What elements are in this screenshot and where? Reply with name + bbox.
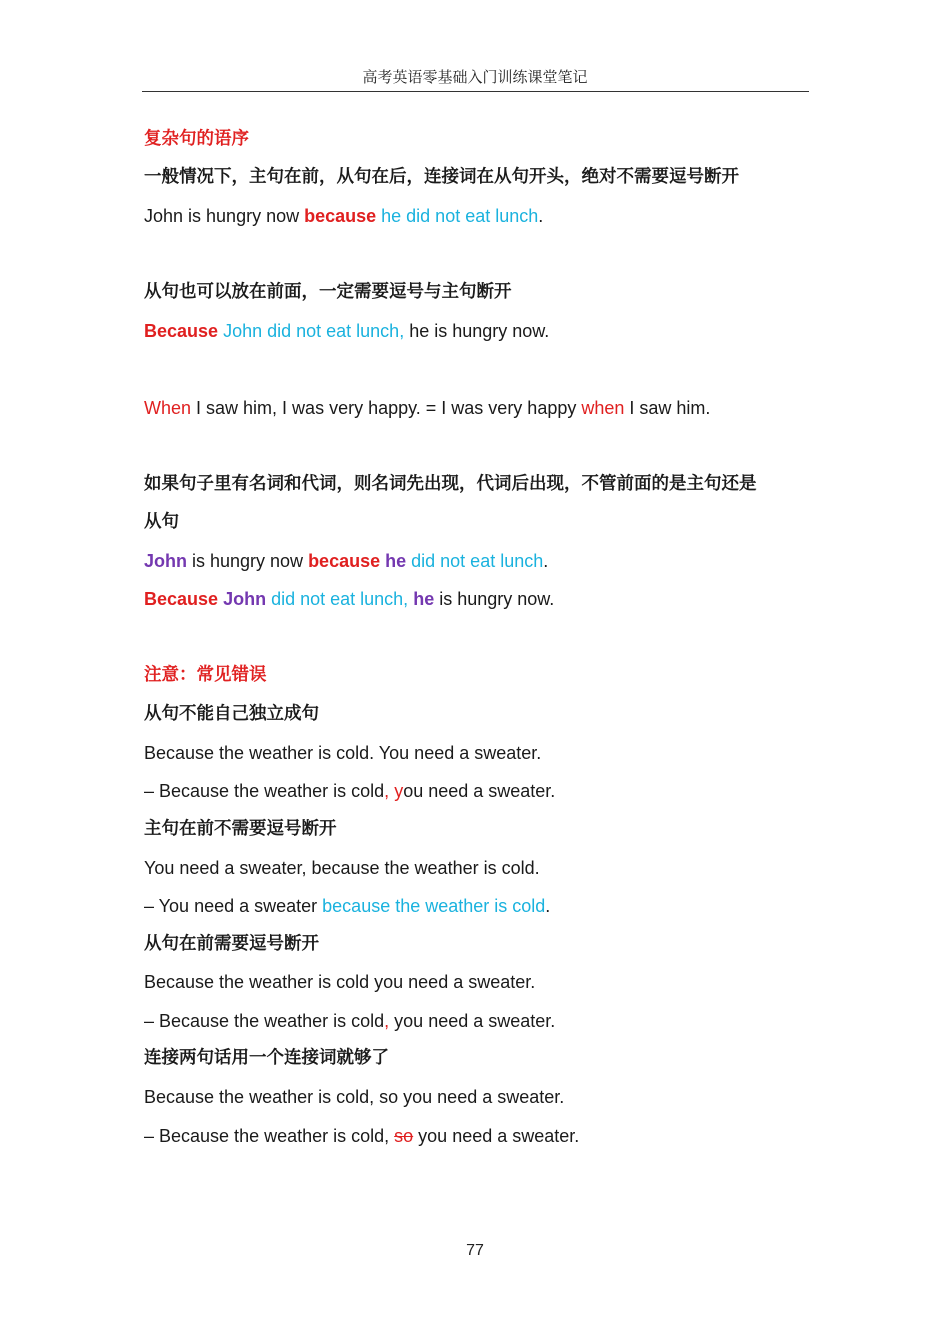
example-conjunction: Because [144,321,219,341]
fix-comma: , [384,1011,390,1031]
example-main-clause: he is hungry now. [404,321,550,341]
section-heading-common-errors: 注意：常见错误 [144,665,267,685]
fix-text: – Because the weather is cold [144,1011,385,1031]
example-sentence-1 [144,204,543,228]
example-subordinate-clause: did not eat lunch [406,551,544,571]
example-sentence-3 [144,396,710,420]
fix-text: you need a sweater. [413,1126,580,1146]
example-conjunction: because [304,206,377,226]
rule-main-clause-first: 一般情况下，主句在前，从句在后，连接词在从句开头，绝对不需要逗号断开 [144,167,739,187]
fix-strikethrough-so: so [394,1126,414,1146]
example-period: . [543,551,549,571]
error-wrong-2: You need a sweater, because the weather is cold. [144,858,540,878]
example-text: I saw him, I was very happy. = I was very happy [191,398,582,418]
example-subordinate-clause: he did not eat lunch [376,206,539,226]
rule-noun-before-pronoun-cont: 从句 [144,512,179,532]
error-wrong-1: Because the weather is cold. You need a sweater. [144,743,542,763]
page-number: 77 [466,1242,484,1259]
rule-subordinate-clause-first: 从句也可以放在前面，一定需要逗号与主句断开 [144,282,512,302]
example-subordinate-clause: did not eat lunch, [266,589,409,609]
header-divider [142,91,809,92]
example-main-clause: John is hungry now [144,206,305,226]
error-title-1: 从句不能自己独立成句 [144,704,319,724]
example-conjunction: Because [144,589,219,609]
fix-text: – Because the weather is cold, [144,1126,395,1146]
example-conjunction-when: When [144,398,192,418]
example-main-clause: is hungry now [187,551,309,571]
example-subordinate-clause: John did not eat lunch, [218,321,405,341]
fix-subordinate-clause: because the weather is cold [322,896,546,916]
fix-lowercase-y: y [394,781,404,801]
fix-text: – You need a sweater [144,896,323,916]
header-title: 高考英语零基础入门训练课堂笔记 [362,68,588,86]
example-pronoun: he [385,551,407,571]
error-wrong-4: Because the weather is cold, so you need a sweater. [144,1087,565,1107]
example-noun: John [144,551,187,571]
fix-comma: , [384,781,390,801]
fix-text: – Because the weather is cold [144,781,385,801]
example-conjunction-when: when [581,398,625,418]
error-title-3: 从句在前需要逗号断开 [144,934,319,954]
fix-text: you need a sweater. [389,1011,556,1031]
example-main-clause: is hungry now. [434,589,555,609]
error-fix-3 [144,1009,555,1033]
example-sentence-5 [144,587,554,611]
example-pronoun: he [413,589,435,609]
error-title-2: 主句在前不需要逗号断开 [144,819,337,839]
example-period: . [538,206,544,226]
error-fix-2 [144,894,550,918]
error-wrong-3: Because the weather is cold you need a sweater. [144,972,536,992]
fix-text: ou need a sweater. [403,781,556,801]
error-fix-1 [144,779,555,803]
error-title-4: 连接两句话用一个连接词就够了 [144,1048,389,1068]
example-sentence-2 [144,319,549,343]
section-heading-word-order: 复杂句的语序 [144,129,249,149]
example-text: I saw him. [624,398,711,418]
example-sentence-4 [144,549,548,573]
fix-period: . [545,896,551,916]
example-conjunction: because [308,551,381,571]
example-noun: John [223,589,267,609]
error-fix-4 [144,1124,579,1148]
rule-noun-before-pronoun: 如果句子里有名词和代词，则名词先出现，代词后出现，不管前面的是主句还是 [144,474,757,494]
